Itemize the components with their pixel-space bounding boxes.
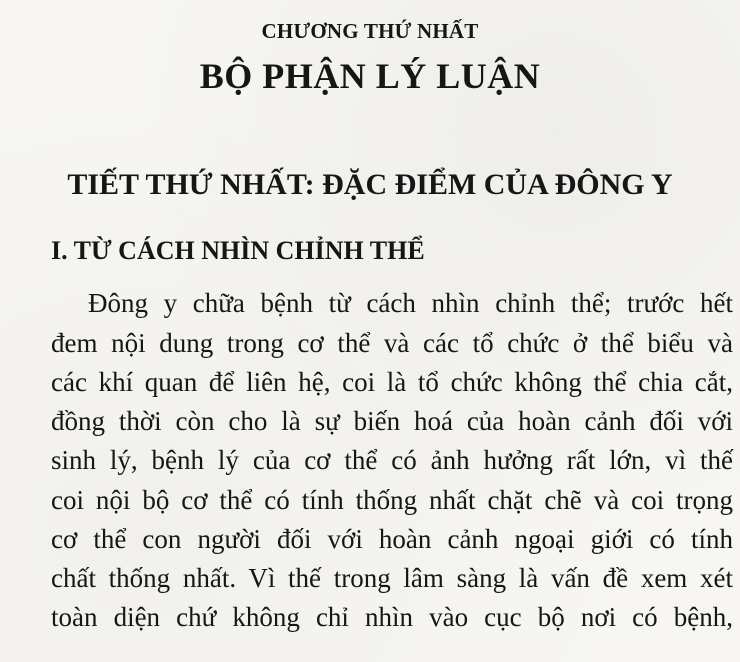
paragraph-line: các khí quan để liên hệ, coi là tổ chức không thể chia cắt,	[51, 367, 733, 397]
paragraph-line: toàn diện chứ không chỉ nhìn vào cục bộ nơi có bệnh,	[51, 602, 733, 632]
subsection-heading: I. TỪ CÁCH NHÌN CHỈNH THỂ	[51, 236, 425, 265]
section-heading: TIẾT THỨ NHẤT: ĐẶC ĐIỂM CỦA ĐÔNG Y	[67, 168, 673, 201]
paragraph-line: Đông y chữa bệnh từ cách nhìn chỉnh thể; trước hết	[88, 288, 733, 318]
paragraph-line: cơ thể con người đối với hoàn cảnh ngoại giới có tính	[51, 524, 733, 554]
chapter-title: BỘ PHẬN LÝ LUẬN	[199, 56, 541, 96]
paragraph-line: coi nội bộ cơ thể có tính thống nhất chặt chẽ và coi trọng	[51, 485, 733, 515]
chapter-label: CHƯƠNG THỨ NHẤT	[261, 19, 479, 43]
paragraph-line: đem nội dung trong cơ thể và các tổ chức ở thể biểu và	[51, 328, 733, 358]
paragraph-line: sinh lý, bệnh lý của cơ thể có ảnh hưởng rất lớn, vì thế	[51, 445, 733, 475]
paragraph-line: đồng thời còn cho là sự biến hoá của hoàn cảnh đối với	[51, 406, 733, 436]
paragraph-line: chất thống nhất. Vì thế trong lâm sàng là vấn đề xem xét	[51, 563, 733, 593]
